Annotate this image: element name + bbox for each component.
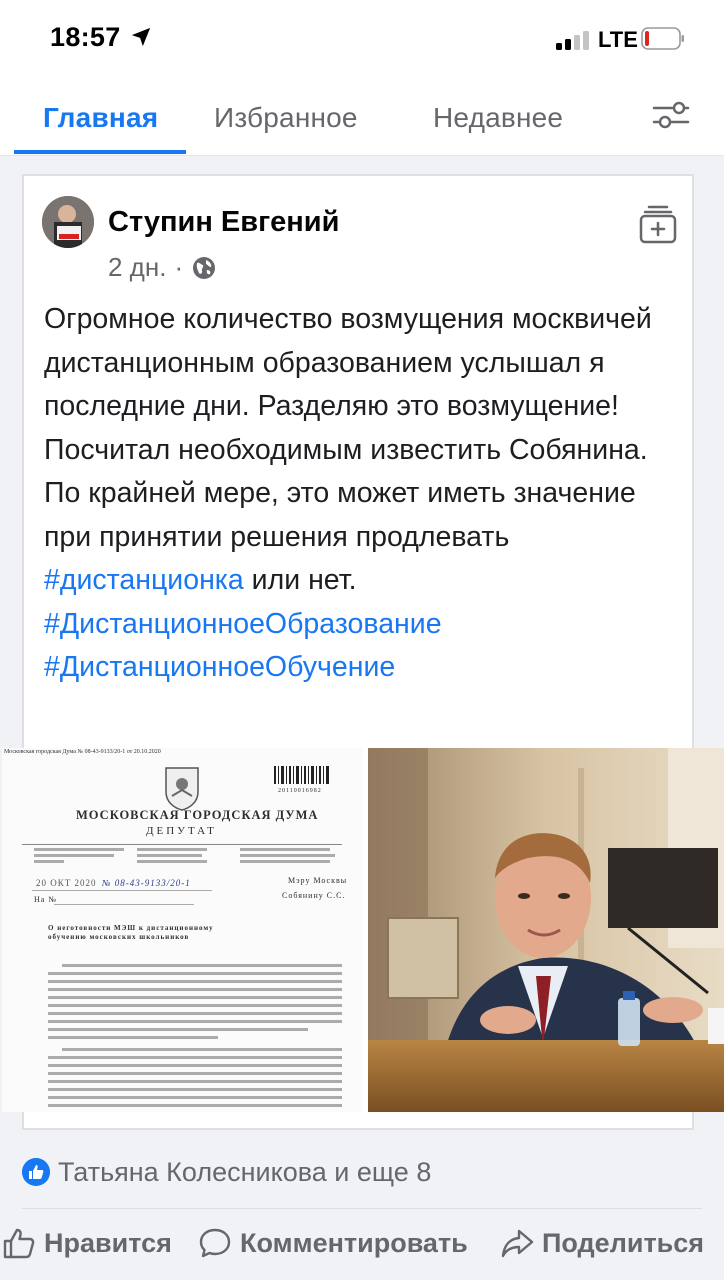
document-org-sub: ДЕПУТАТ	[146, 825, 217, 837]
thumbs-up-icon	[2, 1226, 36, 1260]
post-card	[4, 174, 694, 1130]
battery-low-icon	[641, 27, 685, 50]
moscow-emblem-icon	[162, 764, 202, 812]
status-bar	[0, 0, 724, 80]
divider	[22, 1208, 702, 1209]
post-text-part: или нет.	[243, 564, 357, 596]
tab-home[interactable]: Главная	[43, 102, 159, 133]
share-label: Поделиться	[542, 1227, 705, 1258]
addressee-line: Собянину С.С.	[282, 891, 346, 900]
date-stamp: 20 ОКТ 2020	[36, 878, 97, 888]
tab-favorites[interactable]: Избранное	[214, 102, 358, 133]
hashtag-link[interactable]: #дистанционка	[44, 564, 244, 596]
reactions-text[interactable]: Татьяна Колесникова и еще 8	[58, 1157, 432, 1187]
post-body	[44, 298, 684, 690]
comment-button[interactable]	[198, 1226, 468, 1260]
save-collection-icon[interactable]	[638, 204, 678, 244]
cellular-signal-icon	[556, 30, 590, 50]
speaker-photo-illustration	[368, 748, 724, 1112]
document-subject: О неготовности МЭШ к дистанционному	[48, 924, 214, 932]
network-type: LTE	[598, 27, 638, 52]
addressee-line: Мэру Москвы	[288, 876, 348, 885]
post-text-part: Огромное количество возмущения москвичей дистанционным образованием услышал я последние дни. Разделяю это возмущение! Посчитал необходимым известить Собянина. По крайней мере, это может иметь значение при принятии решения продлевать	[44, 303, 652, 553]
hashtag-link[interactable]: #ДистанционноеОбразование	[44, 607, 442, 640]
location-arrow-icon	[130, 26, 152, 48]
feed-tabs	[0, 80, 724, 156]
post-photos	[2, 748, 724, 1114]
speaker-photo[interactable]	[368, 748, 724, 1112]
share-arrow-icon	[500, 1226, 534, 1260]
like-button[interactable]	[2, 1226, 172, 1260]
comment-icon	[198, 1226, 232, 1260]
post-meta	[108, 252, 217, 283]
document-subject: обучению московских школьников	[48, 933, 190, 941]
registration-number: № 08-43-9133/20-1	[102, 878, 191, 888]
post-author-name[interactable]: Ступин Евгений	[108, 206, 340, 238]
like-label: Нравится	[44, 1227, 172, 1258]
post-time[interactable]: 2 дн.	[108, 252, 167, 282]
hashtag-link[interactable]: #ДистанционноеОбучение	[44, 651, 396, 683]
meta-separator: ·	[174, 252, 184, 282]
reply-to-label: На №	[34, 895, 57, 904]
share-button[interactable]	[500, 1226, 704, 1260]
post-actions	[0, 1216, 724, 1280]
barcode-number: 20110016982	[278, 788, 322, 794]
document-header: Московская городская Дума № 08-43-9133/20-1 от 20.10.2020	[4, 749, 161, 755]
filter-settings-icon[interactable]	[652, 98, 690, 132]
document-image[interactable]	[2, 748, 362, 1112]
like-reaction-icon	[22, 1158, 50, 1186]
comment-label: Комментировать	[240, 1227, 468, 1258]
globe-icon	[191, 255, 217, 281]
document-org: МОСКОВСКАЯ ГОРОДСКАЯ ДУМА	[76, 808, 319, 822]
status-time: 18:57	[50, 22, 121, 52]
barcode-icon	[274, 766, 332, 788]
active-tab-indicator	[14, 150, 186, 154]
author-avatar[interactable]	[42, 196, 94, 248]
reactions-summary[interactable]	[0, 1146, 724, 1202]
tab-recent[interactable]: Недавнее	[433, 102, 564, 133]
